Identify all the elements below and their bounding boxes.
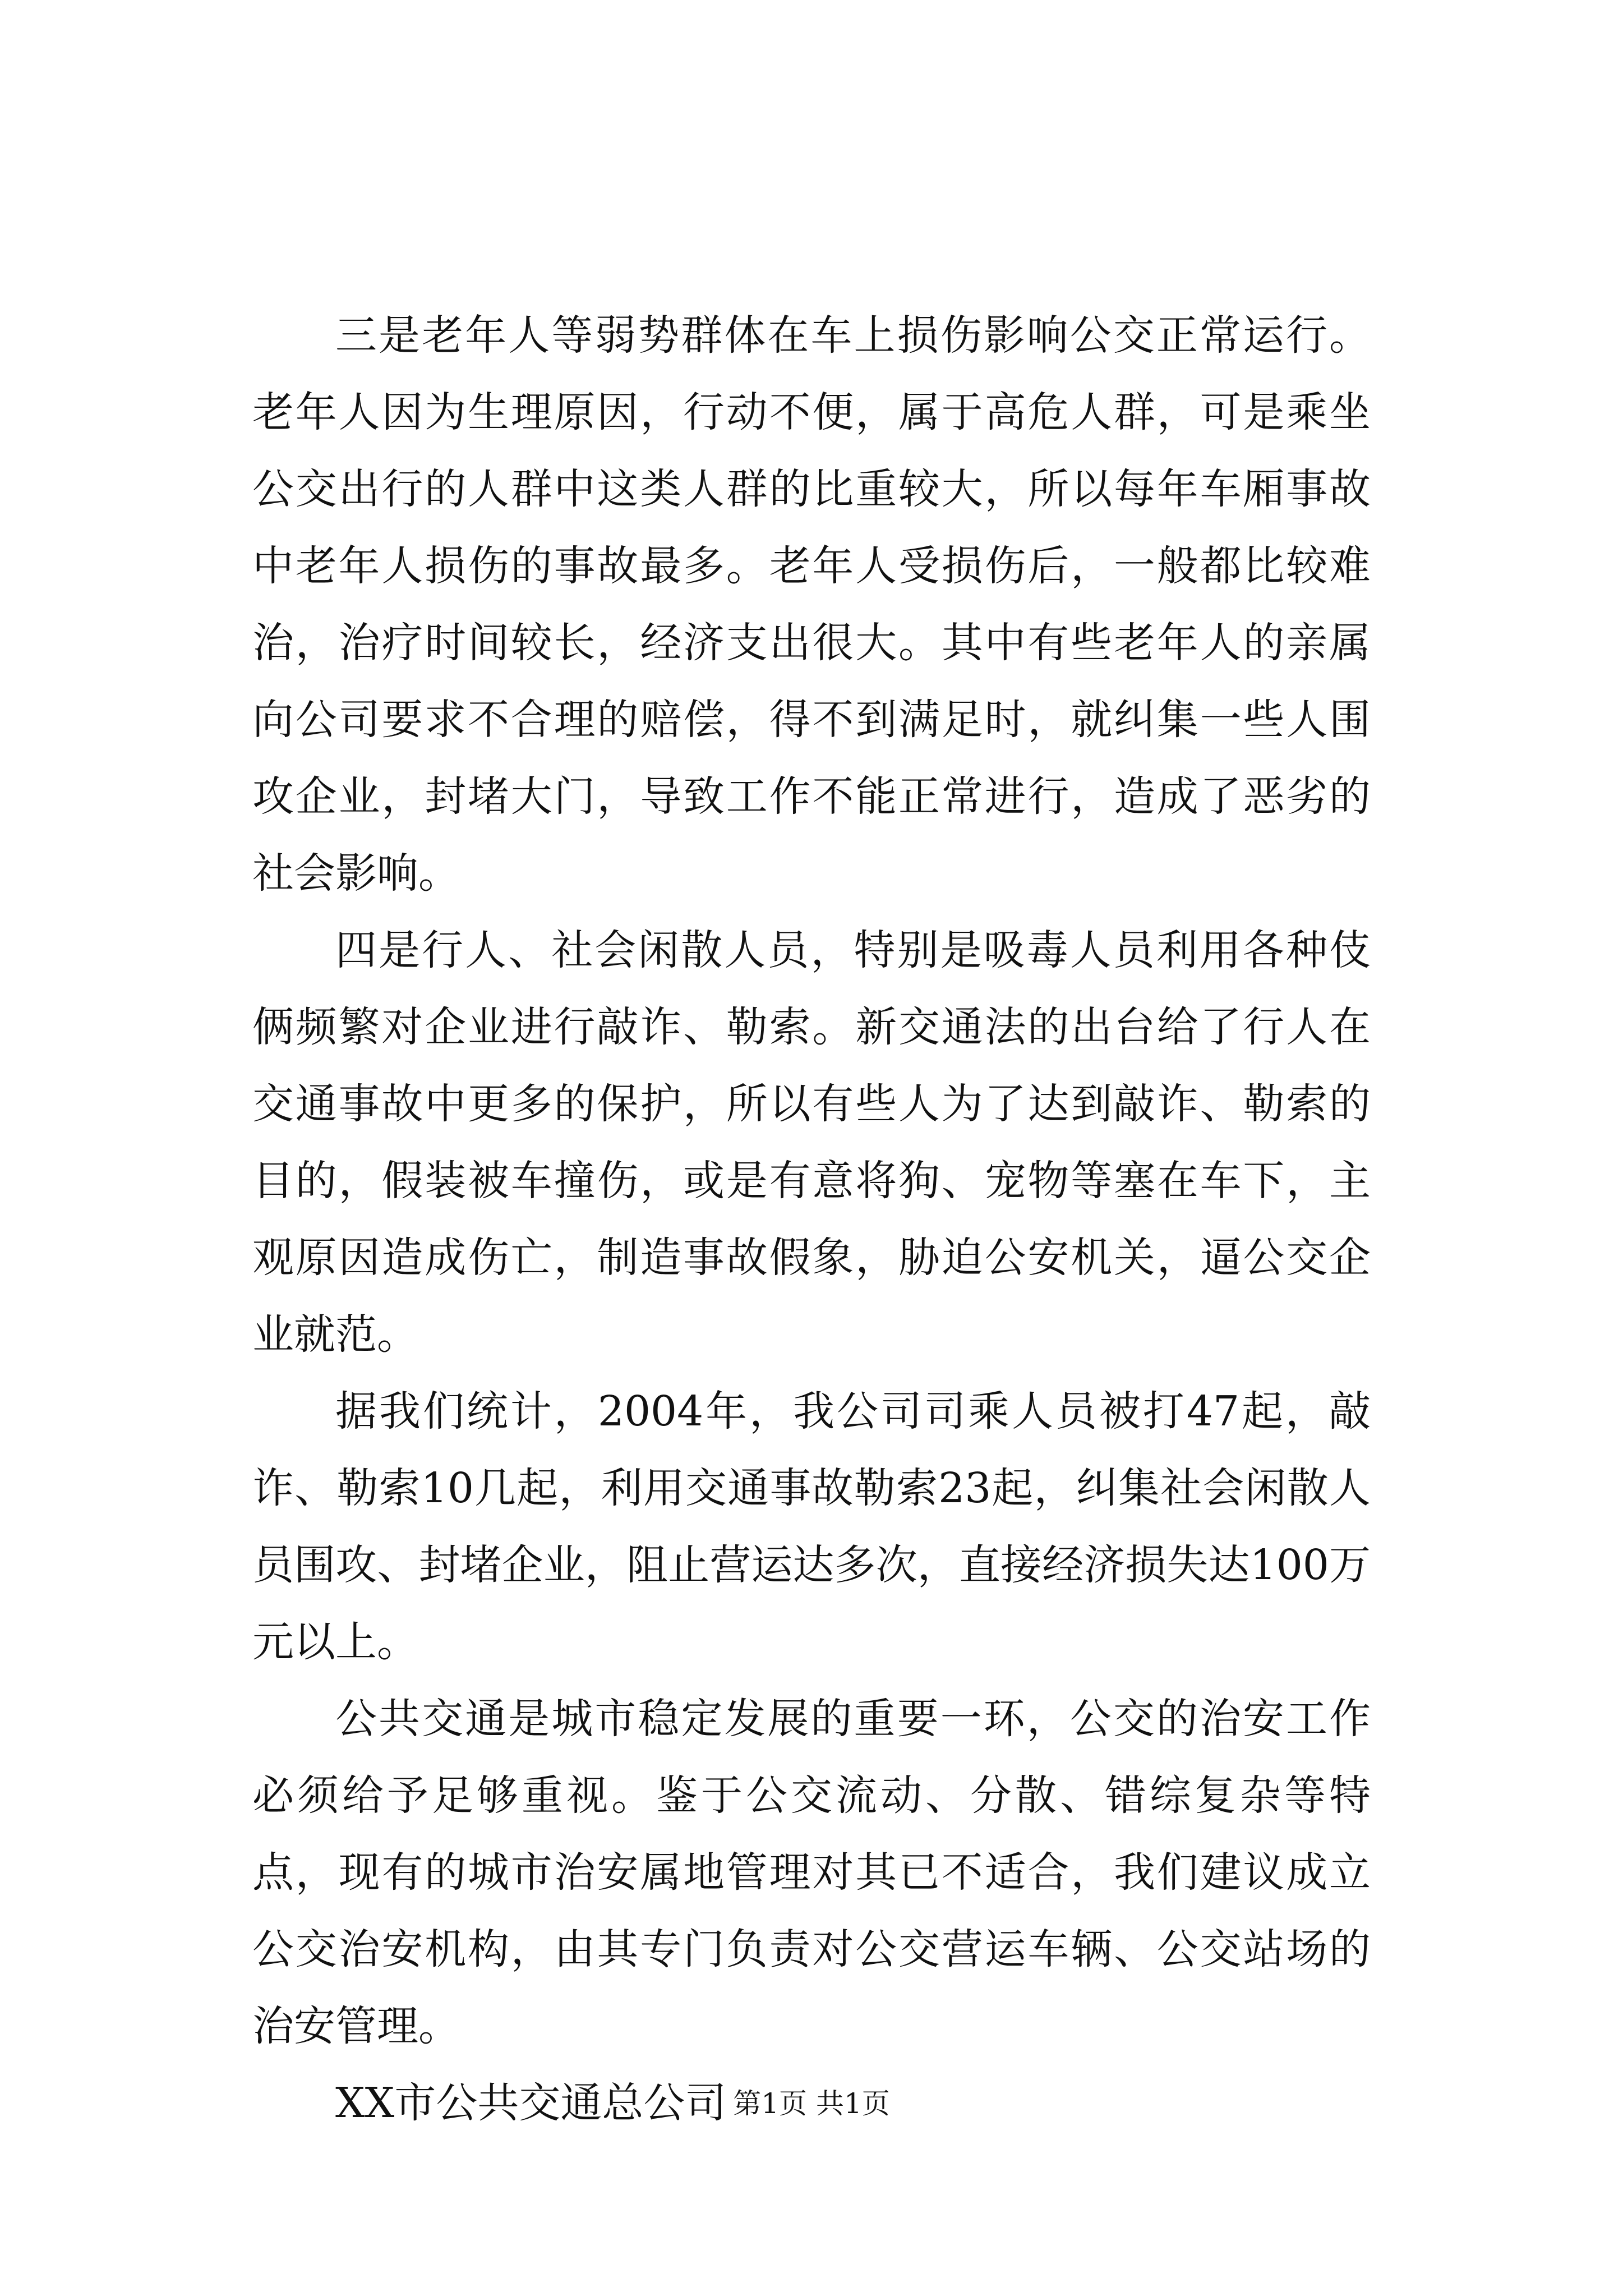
signature-company: XX市公共交通总公司 [335,2079,727,2127]
paragraph-extortion: 四是行人、社会闲散人员，特别是吸毒人员利用各种伎俩频繁对企业进行敲诈、勒索。新交通法的出台给了行人在交通事故中更多的保护，所以有些人为了达到敲诈、勒索的目的，假装被车撞伤，或是有意将狗、宠物等塞在车下，主观原因造成伤亡，制造事故假象，胁迫公安机关，逼公交企业就范。 [252,926,1371,1359]
paragraph-elderly-injuries: 三是老年人等弱势群体在车上损伤影响公交正常运行。老年人因为生理原因，行动不便，属于高危人群，可是乘坐公交出行的人群中这类人群的比重较大，所以每年车厢事故中老年人损伤的事故最多。老年人受损伤后，一般都比较难治，治疗时间较长，经济支出很大。其中有些老年人的亲属向公司要求不合理的赔偿，得不到满足时，就纠集一些人围攻企业，封堵大门，导致工作不能正常进行，造成了恶劣的社会影响。 [252,311,1371,898]
paragraph-recommendation: 公共交通是城市稳定发展的重要一环，公交的治安工作必须给予足够重视。鉴于公交流动、分散、错综复杂等特点，现有的城市治安属地管理对其已不适合，我们建议成立公交治安机构，由其专门负责对公交营运车辆、公交站场的治安管理。 [252,1695,1371,2050]
paragraph-statistics: 据我们统计，2004年，我公司司乘人员被打47起，敲诈、勒索10几起，利用交通事故勒索23起，纠集社会闲散人员围攻、封堵企业，阻止营运达多次，直接经济损失达100万元以上。 [252,1387,1371,1666]
document-body [252,297,1371,2142]
page-footer: 第1页 共1页 [733,2087,890,2120]
